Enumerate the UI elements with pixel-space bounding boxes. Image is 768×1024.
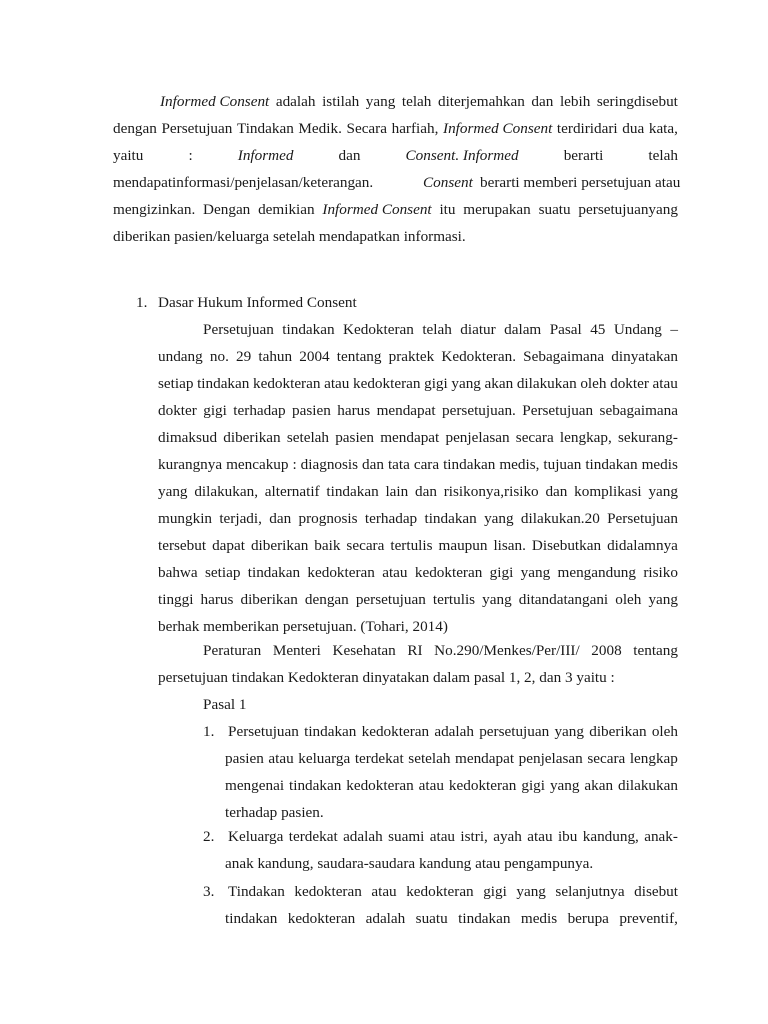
word: pasien (292, 402, 331, 419)
word: terdekat (288, 828, 338, 845)
word: tindakan (326, 483, 379, 500)
word: diatur (460, 321, 496, 338)
word: dilakukan.20 (520, 510, 600, 527)
word: yang (549, 777, 580, 794)
word: tindakan (247, 564, 301, 581)
word: terhadap (233, 402, 286, 419)
word: oleh (580, 375, 607, 392)
word: setiap (158, 375, 194, 392)
text-line (225, 855, 593, 873)
text-line (158, 669, 615, 687)
text: istilah (322, 93, 360, 110)
word: oleh (651, 723, 678, 740)
word: Pasal (549, 321, 582, 338)
word: harus (200, 591, 234, 608)
word: tindakan (304, 723, 357, 740)
word: persetujuan (355, 591, 426, 608)
word: secara (515, 429, 554, 446)
text: dan (531, 93, 554, 110)
word: terhadap (364, 510, 418, 527)
italic-term: Informed Consent (160, 93, 270, 110)
word: oleh (615, 591, 642, 608)
word: mendapat (455, 750, 515, 767)
text-line (158, 618, 448, 636)
text-line (228, 828, 678, 846)
word: baik (314, 537, 341, 554)
word: sekurang- (618, 429, 678, 446)
word: dilakukan (516, 375, 577, 392)
word: Sebagaimana (523, 348, 605, 365)
word: tindakan (197, 375, 250, 392)
word: tentang (633, 642, 678, 659)
section-number: 1. (136, 294, 148, 311)
text-line (158, 429, 678, 447)
word: 2008 (591, 642, 622, 659)
word: dokter (158, 402, 197, 419)
word: berhak memberikan persetujuan. (Tohari, 2014) (158, 618, 448, 635)
text: harfiah, (391, 120, 439, 137)
word: Persetujuan (203, 321, 274, 338)
word: mengandung (557, 564, 636, 581)
word: lain (385, 483, 409, 500)
word: kedokteran (294, 883, 362, 900)
text: berarti memberi persetujuan atau (480, 174, 681, 191)
word: dapat (212, 537, 245, 554)
word: undang (158, 348, 203, 365)
word: atau (527, 828, 553, 845)
word: yang (484, 510, 514, 527)
italic-term: Informed Consent (443, 120, 553, 137)
word: maupun (438, 537, 488, 554)
word: persetujuan. (442, 402, 516, 419)
word: medis (520, 910, 558, 927)
word: tertulis (432, 591, 476, 608)
word: alternatif (264, 483, 320, 500)
word: dimaksud (158, 429, 218, 446)
word: diberikan (250, 537, 309, 554)
word: gigi (489, 564, 514, 581)
text: adalah (275, 93, 316, 110)
italic-term: Informed Consent (322, 201, 432, 218)
word: gigi (521, 777, 545, 794)
word: penjelasan (518, 750, 583, 767)
word: kedokteran (346, 777, 414, 794)
word: diberikan (589, 723, 647, 740)
word: medis (641, 456, 678, 473)
word: yang (520, 564, 551, 581)
text-line (225, 777, 678, 795)
word: suami (388, 828, 425, 845)
word: pasien (225, 750, 264, 767)
word: kandung, (582, 828, 639, 845)
section-title: Dasar Hukum Informed Consent (158, 294, 357, 311)
word: persetujuan tindakan Kedokteran dinyatakan dalam pasal 1, 2, dan 3 yaitu : (158, 669, 615, 686)
word: tindakan (225, 910, 278, 927)
word: harus (337, 402, 371, 419)
text: itu (439, 201, 456, 218)
word: berupa (567, 910, 609, 927)
word: selanjutnya (555, 883, 625, 900)
word: RI (407, 642, 423, 659)
word: preventif, (619, 910, 678, 927)
text: dan (338, 147, 361, 164)
text: persetujuanyang (578, 201, 678, 218)
text-line (158, 348, 678, 366)
word: cara (413, 456, 440, 473)
word: Kesehatan (332, 642, 396, 659)
text-line (158, 456, 678, 474)
word: lengkap (629, 750, 678, 767)
word: dinyatakan (611, 348, 678, 365)
word: kedokteran (252, 375, 321, 392)
text: lebih (559, 93, 591, 110)
text-line (203, 321, 678, 339)
word: atau (268, 750, 294, 767)
word: tata (387, 456, 410, 473)
text-line (158, 564, 678, 582)
word: tertulis (390, 537, 433, 554)
word: dan (415, 483, 437, 500)
text-line (158, 375, 678, 393)
word: No.290/Menkes/Per/III/ (434, 642, 580, 659)
word: 2004 (299, 348, 330, 365)
word: diberikan (240, 591, 298, 608)
list-number: 2. (203, 828, 215, 845)
word: lengkap, (559, 429, 612, 446)
word: yang (516, 883, 546, 900)
word: dan (545, 483, 568, 500)
word: yang (451, 375, 481, 392)
italic-term: Informed (237, 147, 294, 164)
word: Menteri (272, 642, 321, 659)
word: terjadi, (219, 510, 262, 527)
text-line (225, 910, 678, 928)
word: atau (418, 777, 444, 794)
word: didalamnya (607, 537, 678, 554)
intro-line (113, 147, 678, 165)
word: sebagaimana (599, 402, 678, 419)
word: pasien (335, 429, 375, 446)
word: no. (209, 348, 229, 365)
word: setelah (286, 429, 329, 446)
text: dengan (113, 120, 157, 137)
word: 29 (236, 348, 252, 365)
word: tindakan (443, 456, 496, 473)
text: yaitu (113, 147, 144, 164)
word: yang (554, 723, 584, 740)
text: telah (401, 93, 432, 110)
word: 45 (590, 321, 606, 338)
word: gigi (424, 375, 448, 392)
word: setelah (408, 750, 451, 767)
word: setiap (204, 564, 241, 581)
word: akan (584, 777, 614, 794)
word: keluarga (298, 750, 351, 767)
word: mungkin (158, 510, 213, 527)
word: mengenai (225, 777, 285, 794)
word: dilakukan, (194, 483, 258, 500)
word: prognosis (298, 510, 358, 527)
word: tahun (258, 348, 293, 365)
word: Kedokteran (343, 321, 414, 338)
word: dalam (504, 321, 542, 338)
word: tindakan (289, 777, 342, 794)
word: tentang (336, 348, 382, 365)
word: dengan (304, 591, 349, 608)
word: bahwa (158, 564, 198, 581)
word: yang (648, 483, 678, 500)
text: mengizinkan. (113, 201, 196, 218)
word: risikonya,risiko (443, 483, 539, 500)
word: penjelasan (445, 429, 510, 446)
word: kurangnya (158, 456, 223, 473)
word: secara (587, 750, 626, 767)
text-line (228, 883, 678, 901)
word: adalah (434, 723, 474, 740)
word: yang (648, 591, 678, 608)
word: gigi (203, 402, 227, 419)
italic-term: Consent (423, 174, 473, 191)
word: lisan. (493, 537, 526, 554)
word: kedokteran (414, 564, 483, 581)
text-line (158, 591, 678, 609)
list-number: 1. (203, 723, 215, 740)
word: adalah (365, 910, 406, 927)
word: Keluarga (228, 828, 284, 845)
word: atau (324, 375, 350, 392)
text: seringdisebut (596, 93, 678, 110)
text: mendapatinformasi/penjelasan/keterangan. (113, 174, 374, 191)
word: kedokteran (448, 777, 517, 794)
word: atau (382, 564, 408, 581)
intro-line (113, 174, 681, 192)
word: Disebutkan (531, 537, 602, 554)
word: dan (362, 456, 384, 473)
word: suatu (415, 910, 448, 927)
word: yang (482, 591, 512, 608)
text: terdiridari (556, 120, 618, 137)
intro-line (113, 201, 678, 219)
word: terhadap pasien. (225, 804, 324, 821)
word: tindakan (458, 910, 511, 927)
word: tersebut (158, 537, 207, 554)
intro-line (160, 93, 678, 111)
text-line (158, 537, 678, 555)
word: komplikasi (574, 483, 642, 500)
word: istri, (460, 828, 488, 845)
word: atau (371, 883, 397, 900)
word: mendapat (376, 402, 436, 419)
word: akan (484, 375, 514, 392)
list-number: 3. (203, 883, 215, 900)
text: Tindakan (236, 120, 294, 137)
word: atau (429, 828, 456, 845)
text: Persetujuan (161, 120, 233, 137)
word: kedokteran (307, 564, 375, 581)
text: yang (365, 93, 396, 110)
text-line (158, 510, 678, 528)
word: yang (158, 483, 188, 500)
word: persetujuan (479, 723, 550, 740)
text-line (158, 402, 678, 420)
pasal-title: Pasal 1 (203, 696, 247, 713)
word: tindakan (282, 321, 335, 338)
text: dua (622, 120, 645, 137)
word: mencakup (226, 456, 289, 473)
text: suatu (538, 201, 571, 218)
word: tindakan (424, 510, 477, 527)
word: dan (269, 510, 292, 527)
word: tindakan (585, 456, 638, 473)
text: Dengan (203, 201, 251, 218)
word: mendapat (380, 429, 440, 446)
word: secara (346, 537, 385, 554)
text: berarti (563, 147, 604, 164)
word: kedokteran (353, 375, 421, 392)
text: Medik. (298, 120, 342, 137)
word: Peraturan (203, 642, 262, 659)
text: demikian (258, 201, 315, 218)
word: medis, (499, 456, 540, 473)
word: diberikan (223, 429, 281, 446)
word: Kedokteran. (441, 348, 516, 365)
word: Persetujuan (228, 723, 299, 740)
word: praktek (388, 348, 435, 365)
word: : (292, 456, 297, 473)
word: Tindakan (228, 883, 285, 900)
word: telah (422, 321, 452, 338)
word: dilakukan (618, 777, 678, 794)
text-line (225, 750, 678, 768)
word: disebut (634, 883, 678, 900)
text: merupakan (463, 201, 531, 218)
text-line (228, 723, 678, 741)
word: dokter (610, 375, 649, 392)
text-line (203, 642, 678, 660)
word: kedokteran (361, 723, 430, 740)
word: ditandatangani (518, 591, 609, 608)
text-line (225, 804, 324, 822)
word: diagnosis (300, 456, 359, 473)
text: kata, (648, 120, 678, 137)
word: ibu (557, 828, 578, 845)
word: adalah (343, 828, 383, 845)
word: tinggi (158, 591, 194, 608)
word: anak- (644, 828, 678, 845)
word: Undang (613, 321, 662, 338)
word: kedokteran (287, 910, 356, 927)
word: ayah (493, 828, 522, 845)
word: Persetujuan (607, 510, 678, 527)
word: risiko (643, 564, 678, 581)
word: anak kandung, saudara-saudara kandung atau pengampunya. (225, 855, 594, 872)
word: atau (652, 375, 678, 392)
word: Persetujuan (522, 402, 594, 419)
text-line (158, 483, 678, 501)
italic-term: Consent. Informed (405, 147, 519, 164)
intro-line (113, 228, 466, 246)
text: Secara (346, 120, 387, 137)
word: kedokteran (406, 883, 474, 900)
word: tujuan (543, 456, 582, 473)
text: diterjemahkan (437, 93, 525, 110)
word: – (670, 321, 678, 338)
word: terdekat (354, 750, 404, 767)
intro-line (113, 120, 678, 138)
text: telah (648, 147, 678, 164)
text: : (188, 147, 193, 164)
text: diberikan pasien/keluarga setelah mendapatkan informasi. (113, 228, 466, 245)
word: gigi (483, 883, 507, 900)
